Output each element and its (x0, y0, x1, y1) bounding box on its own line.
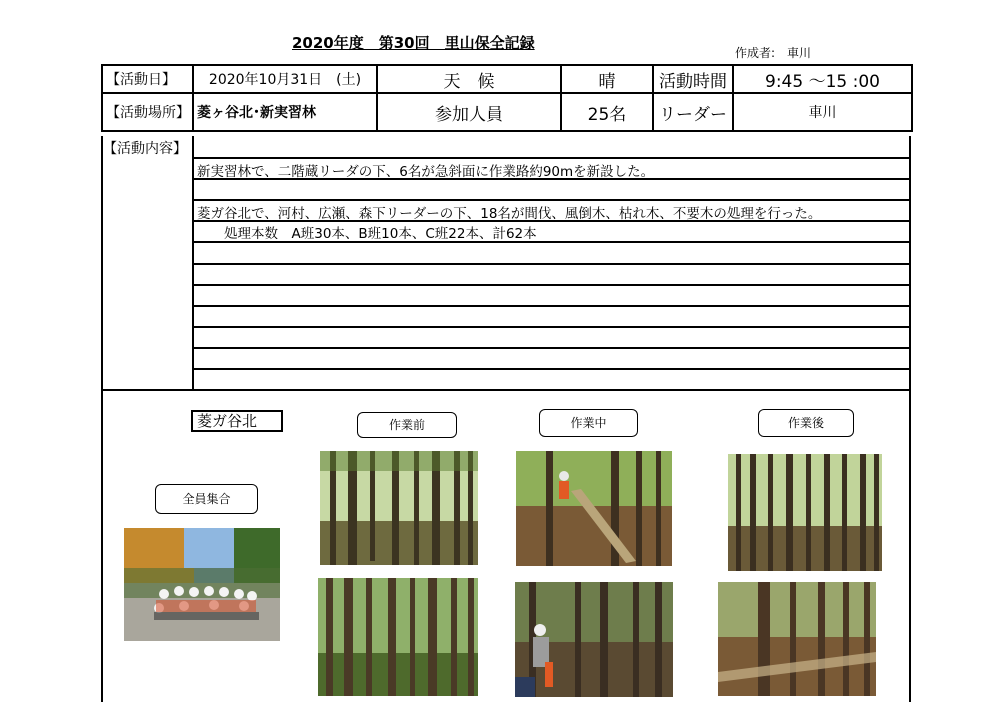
leader-value: 車川 (733, 93, 912, 131)
time-value: 9:45 ～15 :00 (733, 65, 912, 93)
during-caption: 作業中 (539, 409, 638, 437)
content-line-4: 処理本数 A班30本、B班10本、C班22本、計62本 (197, 226, 537, 242)
after-photo-2 (718, 582, 876, 696)
date-label: 【活動日】 (102, 65, 193, 93)
content-rule (192, 284, 911, 286)
content-rule (192, 305, 911, 307)
participants-label: 参加人員 (377, 93, 561, 131)
before-photo-2 (318, 578, 478, 696)
leader-label: リーダー (653, 93, 733, 131)
participants-value: 25名 (561, 93, 653, 131)
date-value: 2020年10月31日 (土) (193, 65, 377, 93)
content-line-1: 新実習林で、二階蔵リーダの下、6名が急斜面に作業路約90mを新設した。 (197, 164, 655, 180)
weather-value: 晴 (561, 65, 653, 93)
place-value: 菱ヶ谷北･新実習林 (193, 93, 377, 131)
header-table (101, 64, 913, 132)
content-rule (192, 199, 911, 201)
content-rule (192, 157, 911, 159)
content-rule (192, 326, 911, 328)
during-photo-2 (515, 582, 673, 697)
weather-label: 天 候 (377, 65, 561, 93)
page-border-left (101, 391, 103, 702)
document-title: 2020年度 第30回 里山保全記録 (292, 34, 535, 52)
during-photo-1 (516, 451, 672, 566)
after-photo-1 (728, 454, 882, 571)
page-border-right (909, 391, 911, 702)
content-rule (192, 347, 911, 349)
after-caption: 作業後 (758, 409, 854, 437)
time-label: 活動時間 (653, 65, 733, 93)
place-label: 【活動場所】 (102, 93, 193, 131)
place-caption: 菱ガ谷北 (191, 410, 283, 432)
group-caption: 全員集合 (155, 484, 258, 514)
author: 作成者: 車川 (735, 46, 812, 60)
content-rule (192, 368, 911, 370)
content-label: 【活動内容】 (103, 141, 187, 157)
content-line-3: 菱ガ谷北で、河村、広瀬、森下リーダーの下、18名が間伐、風倒木、枯れ木、不要木の処理を行った。 (197, 206, 822, 222)
group-photo (124, 528, 280, 641)
before-photo-1 (320, 451, 478, 565)
before-caption: 作業前 (357, 412, 457, 438)
content-rule (192, 263, 911, 265)
